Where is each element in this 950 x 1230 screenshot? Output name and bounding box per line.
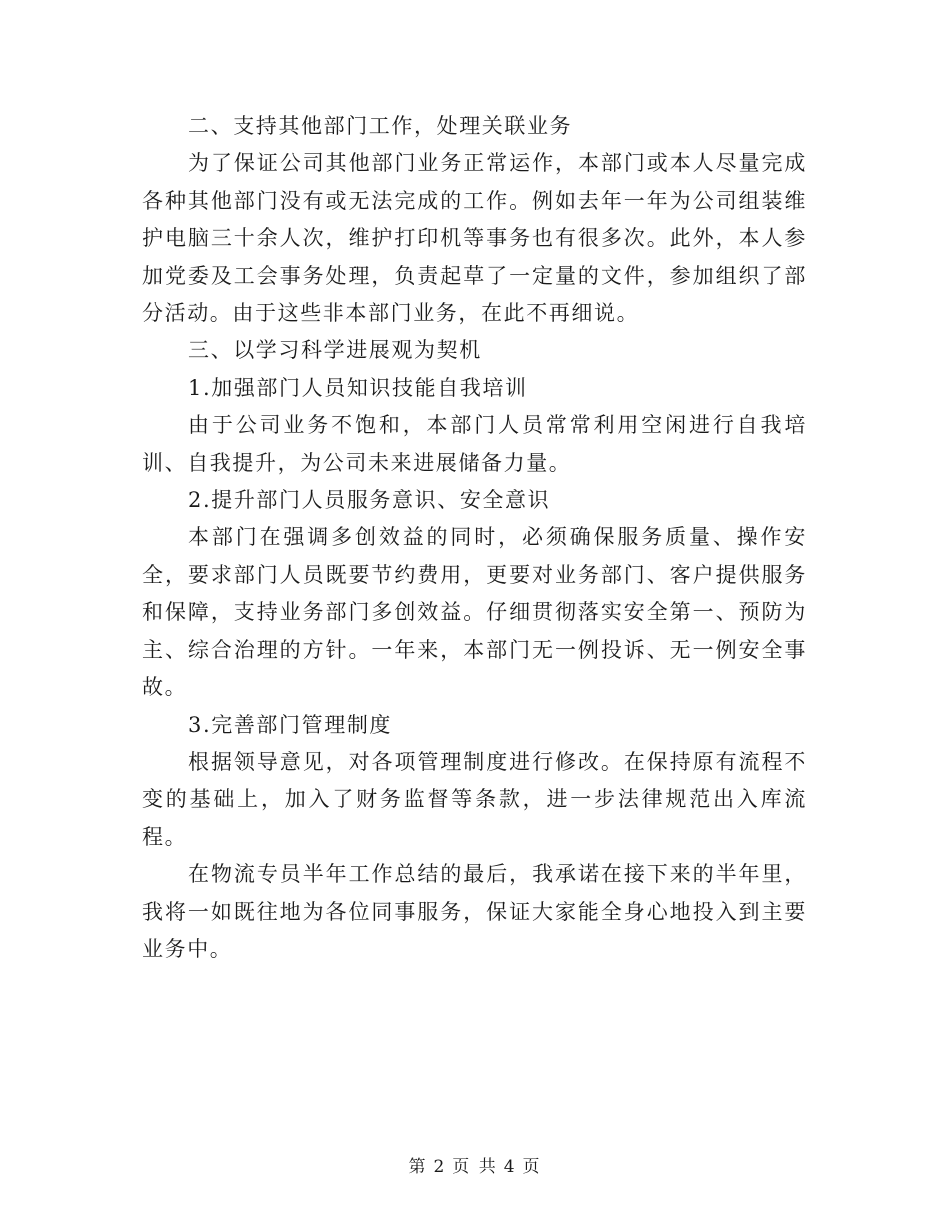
- footer-total-pages: 4: [503, 1157, 517, 1177]
- subheading-service-safety: 2.提升部门人员服务意识、安全意识: [188, 488, 551, 513]
- footer-current-page: 2: [433, 1157, 447, 1177]
- footer-suffix: 页: [522, 1157, 542, 1177]
- footer-prefix: 第: [408, 1157, 428, 1177]
- subheading-management: 3.完善部门管理制度: [188, 712, 393, 737]
- footer-middle: 页 共: [452, 1157, 498, 1177]
- paragraph-conclusion: 在物流专员半年工作总结的最后，我承诺在接下来的半年里，我将一如既往地为各位同事服务，保证大家能全身心地投入到主要业务中。: [142, 862, 807, 961]
- page-footer: [0, 1152, 950, 1177]
- subheading-training: 1.加强部门人员知识技能自我培训: [188, 375, 528, 400]
- paragraph-service-safety: 本部门在强调多创效益的同时，必须确保服务质量、操作安全，要求部门人员既要节约费用，更要对业务部门、客户提供服务和保障，支持业务部门多创效益。仔细贯彻落实安全第一、预防为主、综合治理的方针。一年来，本部门无一例投诉、无一例安全事故。: [142, 525, 807, 700]
- paragraph-training: 由于公司业务不饱和，本部门人员常常利用空闲进行自我培训、自我提升，为公司未来进展储备力量。: [142, 413, 807, 475]
- section-heading-support: 二、支持其他部门工作，处理关联业务: [188, 114, 573, 138]
- section-heading-learning: 三、以学习科学进展观为契机: [188, 338, 482, 363]
- document-body: [142, 108, 807, 968]
- paragraph-support-details: 为了保证公司其他部门业务正常运作，本部门或本人尽量完成各种其他部门没有或无法完成的工作。例如去年一年为公司组装维护电脑三十余人次，维护打印机等事务也有很多次。此外，本人参加党委及工会事务处理，负责起草了一定量的文件，参加组织了部分活动。由于这些非本部门业务，在此不再细说。: [142, 151, 807, 326]
- paragraph-management: 根据领导意见，对各项管理制度进行修改。在保持原有流程不变的基础上，加入了财务监督等条款，进一步法律规范出入库流程。: [142, 749, 807, 849]
